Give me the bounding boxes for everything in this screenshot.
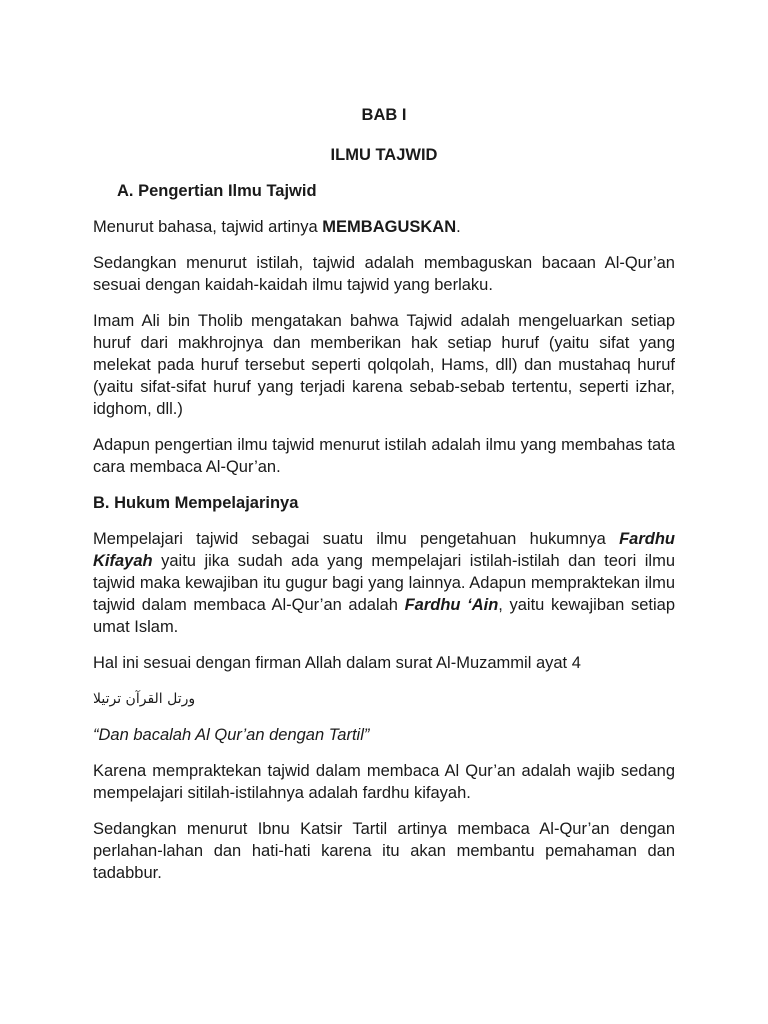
text-run: Menurut bahasa, tajwid artinya	[93, 218, 323, 236]
quote-text: Dan bacalah Al Qur’an dengan Tartil	[98, 726, 364, 744]
text-run: yaitu jika sudah ada yang mempelajari istilah-istilah dan teori ilmu tajwid maka kewajiban itu gugur bagi yang lainnya. Adapun mempraktekan ilmu tajwid dalam membaca Al-Qur’an adalah	[93, 552, 675, 614]
text-run: .	[456, 218, 461, 236]
section-b-paragraph-1	[93, 528, 675, 638]
verse-translation	[93, 724, 675, 746]
section-a-paragraph-4: Adapun pengertian ilmu tajwid menurut istilah adalah ilmu yang membahas tata cara membaca Al-Qur’an.	[93, 436, 675, 476]
bold-term: MEMBAGUSKAN	[322, 218, 457, 236]
section-b-paragraph-4: Sedangkan menurut Ibnu Katsir Tartil artinya membaca Al-Qur’an dengan perlahan-lahan dan hati-hati karena itu akan membantu pemahaman dan tadabbur.	[93, 820, 675, 882]
section-a-paragraph-1	[93, 216, 675, 238]
quote-close: ”	[363, 726, 370, 744]
text-run: , yaitu kewajiban setiap umat Islam.	[93, 596, 675, 636]
section-a-paragraph-3: Imam Ali bin Tholib mengatakan bahwa Tajwid adalah mengeluarkan setiap huruf dari makhrojnya dan memberikan hak setiap huruf (yaitu sifat yang melekat pada huruf tersebut seperti qolqolah, Hams, dll) dan mustahaq huruf (yaitu sifat-sifat huruf yang terjadi karena sebab-sebab tertentu, seperti izhar, idghom, dll.)	[93, 312, 675, 418]
arabic-verse: ورتل القرآن ترتيلا	[93, 691, 196, 707]
emphasis-term: Fardhu Kifayah	[93, 530, 675, 570]
quote-open: “	[93, 726, 99, 744]
section-b-paragraph-3: Karena mempraktekan tajwid dalam membaca Al Qur’an adalah wajib sedang mempelajari sitilah-istilahnya adalah fardhu kifayah.	[93, 762, 675, 802]
section-b-paragraph-2: Hal ini sesuai dengan firman Allah dalam surat Al-Muzammil ayat 4	[93, 654, 581, 672]
emphasis-term: Fardhu ‘Ain	[404, 596, 499, 614]
section-b-heading: B. Hukum Mempelajarinya	[93, 494, 299, 512]
section-a-paragraph-2: Sedangkan menurut istilah, tajwid adalah membaguskan bacaan Al-Qur’an sesuai dengan kaidah-kaidah ilmu tajwid yang berlaku.	[93, 254, 675, 294]
chapter-heading: BAB I	[361, 106, 407, 124]
section-a-heading: A. Pengertian Ilmu Tajwid	[117, 182, 317, 200]
document-page	[93, 104, 675, 898]
chapter-title: ILMU TAJWID	[330, 146, 438, 164]
text-run: Mempelajari tajwid sebagai suatu ilmu pengetahuan hukumnya	[93, 530, 620, 548]
